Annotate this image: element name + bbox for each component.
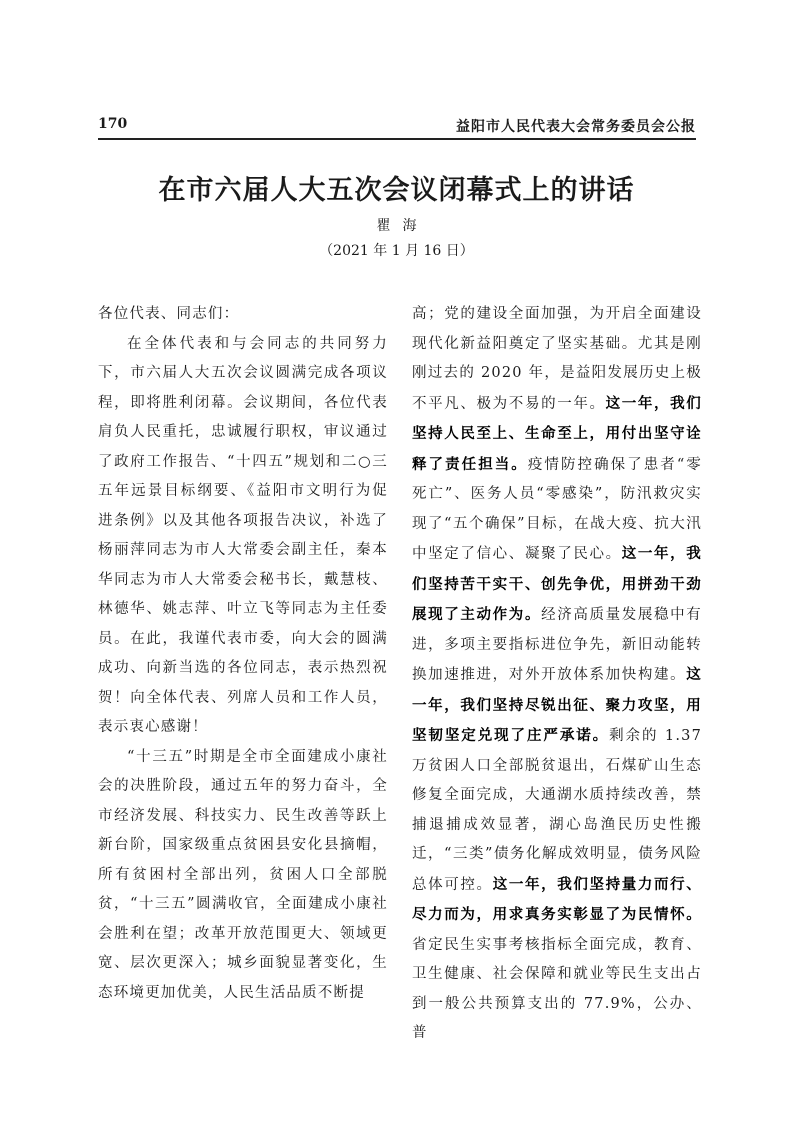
right-column bbox=[412, 300, 702, 1049]
article-date: （2021 年 1 月 16 日） bbox=[319, 243, 474, 259]
paragraph-3 bbox=[412, 300, 702, 1049]
left-column bbox=[98, 300, 388, 1008]
text-run: 经济高质量发展稳中有进，多项主要指标进位争先，新旧动能转换加速推进，对外开放体系加快构建。 bbox=[412, 607, 702, 683]
text-run: 省定民生实事考核指标全面完成，教育、卫生健康、社会保障和就业等民生支出占到一般公共预算支出的 77.9%，公办、普 bbox=[412, 936, 702, 1041]
greeting: 各位代表、同志们： bbox=[98, 306, 240, 322]
paragraph-1: 在全体代表和与会同志的共同努力下，市六届人大五次会议圆满完成各项议程，即将胜利闭幕。会议期间，各位代表肩负人民重托，忠诚履行职权，审议通过了政府工作报告、“十四五”规划和二○三五年远景目标纲要、《益阳市文明行为促进条例》以及其他各项报告决议，补选了杨丽萍同志为市人大常委会副主任，秦本华同志为市人大常委会秘书长，戴慧枝、林德华、姚志萍、叶立飞等同志为主任委员。在此，我谨代表市委，向大会的圆满成功、向新当选的各位同志，表示热烈祝贺！向全体代表、列席人员和工作人员，表示衷心感谢！ bbox=[98, 335, 388, 735]
bold-run: 这一年，我们坚持苦干实干、创先争优，用拼劲干劲展现了主动作为。 bbox=[412, 545, 703, 623]
paragraph-2: “十三五”时期是全市全面建成小康社会的决胜阶段，通过五年的努力奋斗，全市经济发展、科技实力、民生改善等跃上新台阶，国家级重点贫困县安化县摘帽，所有贫困村全部出列，贫困人口全部脱贫，“十三五”圆满收官，全面建成小康社会胜利在望；改革开放范围更大、领域更宽、层次更深入；城乡面貌显著变化，生态环境更加优美，人民生活品质不断提 bbox=[98, 748, 388, 1001]
running-header bbox=[98, 114, 696, 138]
text-run: 剩余的 1.37 万贫困人口全部脱贫退出，石煤矿山生态修复全面完成，大通湖水质持续改善，禁捕退捕成效显著，湖心岛渔民历史性搬迁，“三类”债务化解成效明显，债务风险总体可控。 bbox=[412, 728, 703, 893]
page-number: 170 bbox=[98, 116, 128, 132]
text-run: 高；党的建设全面加强，为开启全面建设现代化新益阳奠定了坚实基础。尤其是刚刚过去的 2020 年，是益阳发展历史上极不平凡、极为不易的一年。 bbox=[412, 306, 702, 412]
article-title: 在市六届人大五次会议闭幕式上的讲话 bbox=[158, 175, 635, 206]
journal-title: 益阳市人民代表大会常务委员会公报 bbox=[456, 119, 696, 135]
article-author: 瞿海 bbox=[376, 218, 429, 234]
header-divider bbox=[98, 138, 696, 140]
bold-run: 这一年，我们坚持人民至上、生命至上，用付出坚守诠释了责任担当。 bbox=[412, 394, 702, 473]
bold-run: 这一年，我们坚持量力而行、尽力而为，用求真务实彰显了为民情怀。 bbox=[412, 875, 703, 923]
bold-run: 这一年，我们坚持尽锐出征、聚力攻坚，用坚韧坚定兑现了庄严承诺。 bbox=[412, 666, 702, 744]
text-run: 疫情防控确保了患者“零死亡”、医务人员“零感染”，防汛救灾实现了“五个确保”目标，在战大疫、抗大汛中坚定了信心、凝聚了民心。 bbox=[412, 456, 702, 562]
